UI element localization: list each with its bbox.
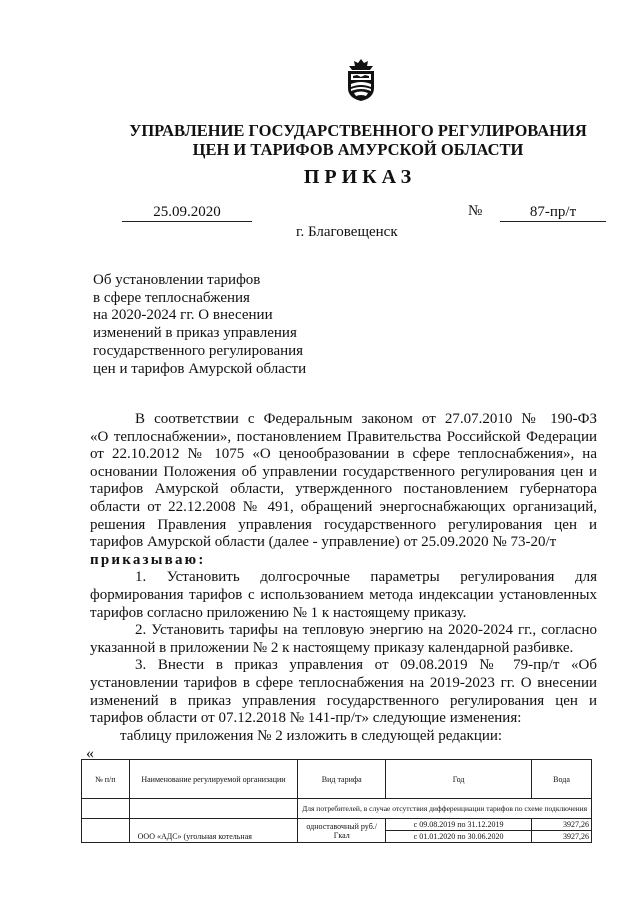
header-tariff-type: Вид тарифа: [298, 760, 386, 799]
subject-line: Об установлении тарифов: [93, 272, 261, 288]
subject-line: цен и тарифов Амурской области: [93, 360, 307, 377]
opening-quote: «: [86, 745, 94, 762]
period-cell: с 01.01.2020 по 30.06.2020: [386, 831, 532, 843]
organization-name-cell: ООО «АДС» (угольная котельная: [129, 819, 298, 843]
table-subheader-row: [82, 799, 592, 819]
order-number: 87-пр/т: [500, 203, 606, 222]
preamble-line: тарифов Амурской области, утвержденного постановлением губернатора: [90, 481, 597, 498]
subheader-cell: Для потребителей, в случае отсутствия дифференциации тарифов по схеме подключения: [298, 799, 592, 819]
header-year: Год: [386, 760, 532, 799]
table-cell: [82, 799, 130, 819]
order-subject: [93, 272, 353, 378]
table-row: [82, 819, 592, 831]
tariff-table: [81, 759, 592, 843]
order-body: [90, 411, 597, 745]
item-3-line: таблицу приложения № 2 изложить в следующей редакции:: [120, 727, 503, 744]
item-3-line: изменений в приказ управления государственного регулирования цен и: [90, 692, 597, 709]
preamble-line: В соответствии с Федеральным законом от 27.07.2010 № 190-ФЗ: [135, 411, 597, 427]
item-2-line: 2. Установить тарифы на тепловую энергию на 2020-2024 гг., согласно: [135, 622, 597, 639]
subject-line: изменений в приказ управления: [93, 325, 297, 342]
tariff-type-cell: одноставочный руб./Гкал: [298, 819, 386, 843]
table-cell: [129, 799, 298, 819]
item-1-line: 1. Установить долгосрочные параметры регулирования для: [135, 569, 597, 586]
preamble-line: области от 22.12.2008 № 491, обращений энергоснабжающих организаций,: [90, 498, 597, 515]
organization-name-line2: ЦЕН И ТАРИФОВ АМУРСКОЙ ОБЛАСТИ: [192, 140, 524, 159]
preamble-line: решения Правления управления государственного регулирования цен и: [90, 516, 597, 533]
preamble-line: тарифов Амурской области (далее - управление) от 25.09.2020 № 73-20/т: [90, 534, 557, 551]
period-cell: с 09.08.2019 по 31.12.2019: [386, 819, 532, 831]
subject-line: на 2020-2024 гг. О внесении: [93, 307, 273, 324]
city-name: г. Благовещенск: [296, 224, 398, 240]
table-cell: [82, 819, 130, 843]
preamble-line: от 22.10.2012 № 1075 «О ценообразовании в сфере теплоснабжения», на: [90, 446, 597, 463]
item-3-line: установлении тарифов в сфере теплоснабжения на 2019-2023 гг. О внесении: [90, 674, 597, 691]
header-organization: Наименование регулируемой организации: [129, 760, 298, 799]
table-header-row: [82, 760, 592, 799]
value-cell: 3927,26: [532, 831, 592, 843]
item-2-line: указанной в приложении № 2 к настоящему приказу календарной разбивке.: [90, 639, 574, 656]
item-3-line: 3. Внести в приказ управления от 09.08.2019 № 79-пр/т «Об: [135, 657, 597, 674]
preamble-line: основании Положения об управлении государственного регулирования цен и: [90, 463, 597, 480]
document-type-title: ПРИКАЗ: [303, 166, 417, 188]
item-1-line: тарифов согласно приложению № 1 к настоящему приказу.: [90, 604, 467, 621]
order-word: приказываю:: [90, 551, 206, 568]
header-water: Вода: [532, 760, 592, 799]
subject-line: в сфере теплоснабжения: [93, 289, 250, 306]
preamble-line: «О теплоснабжении», постановлением Правительства Российской Федерации: [90, 428, 597, 445]
value-cell: 3927,26: [532, 819, 592, 831]
order-date: 25.09.2020: [122, 203, 252, 222]
number-sign: №: [468, 203, 483, 219]
item-1-line: формирования тарифов с использованием метода индексации установленных: [90, 586, 597, 603]
header-num: № п/п: [82, 760, 130, 799]
subject-line: государственного регулирования: [93, 342, 304, 359]
coat-of-arms-icon: [343, 58, 379, 102]
item-3-line: тарифов области от 07.12.2018 № 141-пр/т» следующие изменения:: [90, 710, 522, 727]
organization-name-line1: УПРАВЛЕНИЕ ГОСУДАРСТВЕННОГО РЕГУЛИРОВАНИЯ: [129, 121, 587, 140]
